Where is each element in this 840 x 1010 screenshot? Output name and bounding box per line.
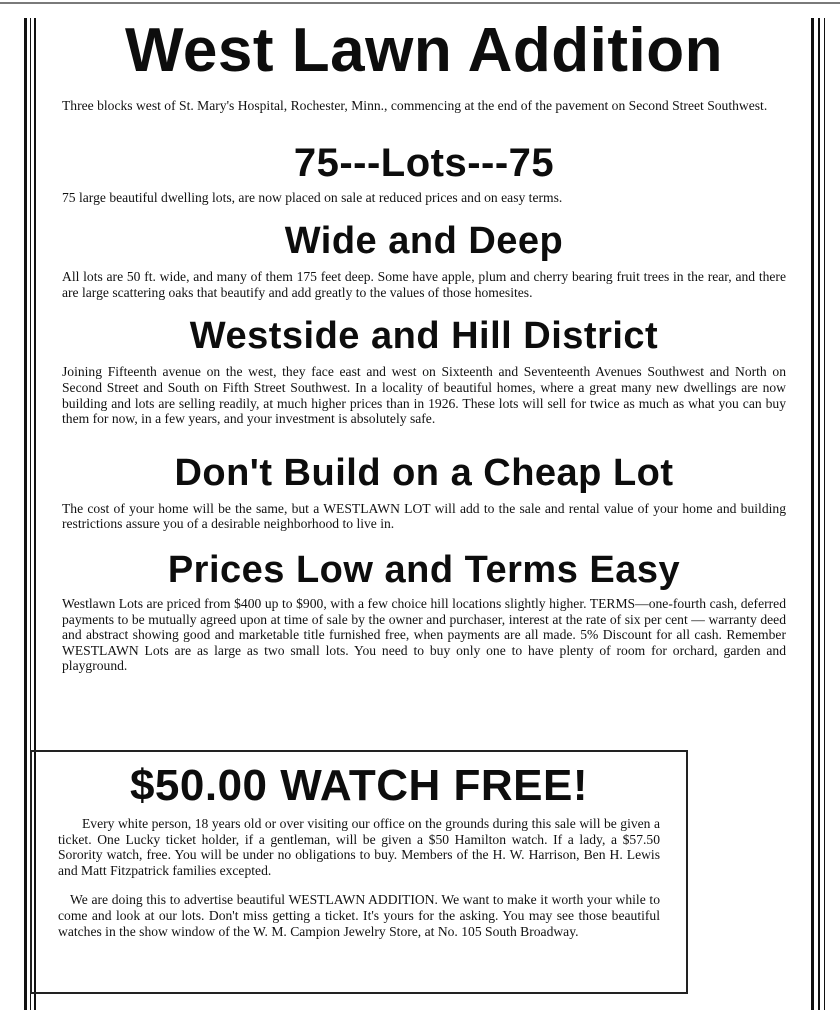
section-heading-prices: Prices Low and Terms Easy bbox=[167, 548, 681, 591]
section-heading-lots: 75---Lots---75 bbox=[293, 140, 555, 185]
section-heading-wide-deep: Wide and Deep bbox=[284, 220, 564, 263]
right-border-rule bbox=[818, 18, 820, 1010]
right-border-rule bbox=[811, 18, 814, 1010]
left-border-rule bbox=[24, 18, 27, 1010]
advertisement bbox=[62, 10, 786, 674]
section-body-prices: Westlawn Lots are priced from $400 up to $900, with a few choice hill locations slightly higher. TERMS—one-fourth cash, deferred payments to be mutually agreed upon at time of sale by the owner and purchaser, interest at the rate of six per cent — warranty deed and abstract showing good and marketable title furnished free, when payments are all made. 5% Discount for all cash. Remember WESTLAWN Lots are as large as two small lots. You need to buy only one to have plenty of room for orchard, garden and playground. bbox=[62, 595, 786, 674]
section-body-westside: Joining Fifteenth avenue on the west, they face east and west on Sixteenth and Seventeenth Avenues Southwest and North on Second Street and South on Fifth Street Southwest. In a locality of beautiful homes, where a great many new dwellings are now building and lots are selling readily, at much higher prices than in 1926. These lots will sell for twice as much as what you can buy them for now, in a few years, and your investment is absolutely safe. bbox=[62, 364, 786, 427]
watch-offer-invitation: We are doing this to advertise beautiful WESTLAWN ADDITION. We want to make it worth your while to come and look at our lots. Don't miss getting a ticket. It's yours for the asking. You may see those beautiful watches in the show window of the W. M. Campion Jewelry Store, at No. 105 South Broadway. bbox=[58, 892, 660, 939]
section-body-cheap-lot: The cost of your home will be the same, but a WESTLAWN LOT will add to the sale and rental value of your home and building restrictions assure you of a desirable neighborhood to live in. bbox=[62, 500, 786, 532]
watch-offer-details: Every white person, 18 years old or over visiting our office on the grounds during this sale will be given a ticket. One Lucky ticket holder, if a gentleman, will be given a $50 Hamilton watch. If a lady, a $57.50 Sorority watch, free. You will be under no obligations to buy. Members of the H. W. Harrison, Ben H. Lewis and Matt Fitzpatrick families excepted. bbox=[58, 816, 660, 878]
ad-title: West Lawn Addition bbox=[125, 16, 723, 85]
section-heading-cheap-lot: Don't Build on a Cheap Lot bbox=[174, 451, 674, 494]
section-body-lots: 75 large beautiful dwelling lots, are now placed on sale at reduced prices and on easy terms. bbox=[62, 189, 563, 205]
watch-offer-box bbox=[30, 750, 688, 994]
top-border bbox=[0, 2, 840, 4]
section-heading-westside: Westside and Hill District bbox=[189, 315, 659, 358]
ad-intro: Three blocks west of St. Mary's Hospital, Rochester, Minn., commencing at the end of the pavement on Second Street Southwest. bbox=[62, 98, 768, 113]
right-border-rule bbox=[824, 18, 825, 1010]
section-body-wide-deep: All lots are 50 ft. wide, and many of them 175 feet deep. Some have apple, plum and cherry bearing fruit trees in the rear, and there are large scattering oaks that beautify and add greatly to the values of those homesites. bbox=[62, 269, 786, 300]
watch-offer-heading: $50.00 WATCH FREE! bbox=[129, 761, 589, 810]
